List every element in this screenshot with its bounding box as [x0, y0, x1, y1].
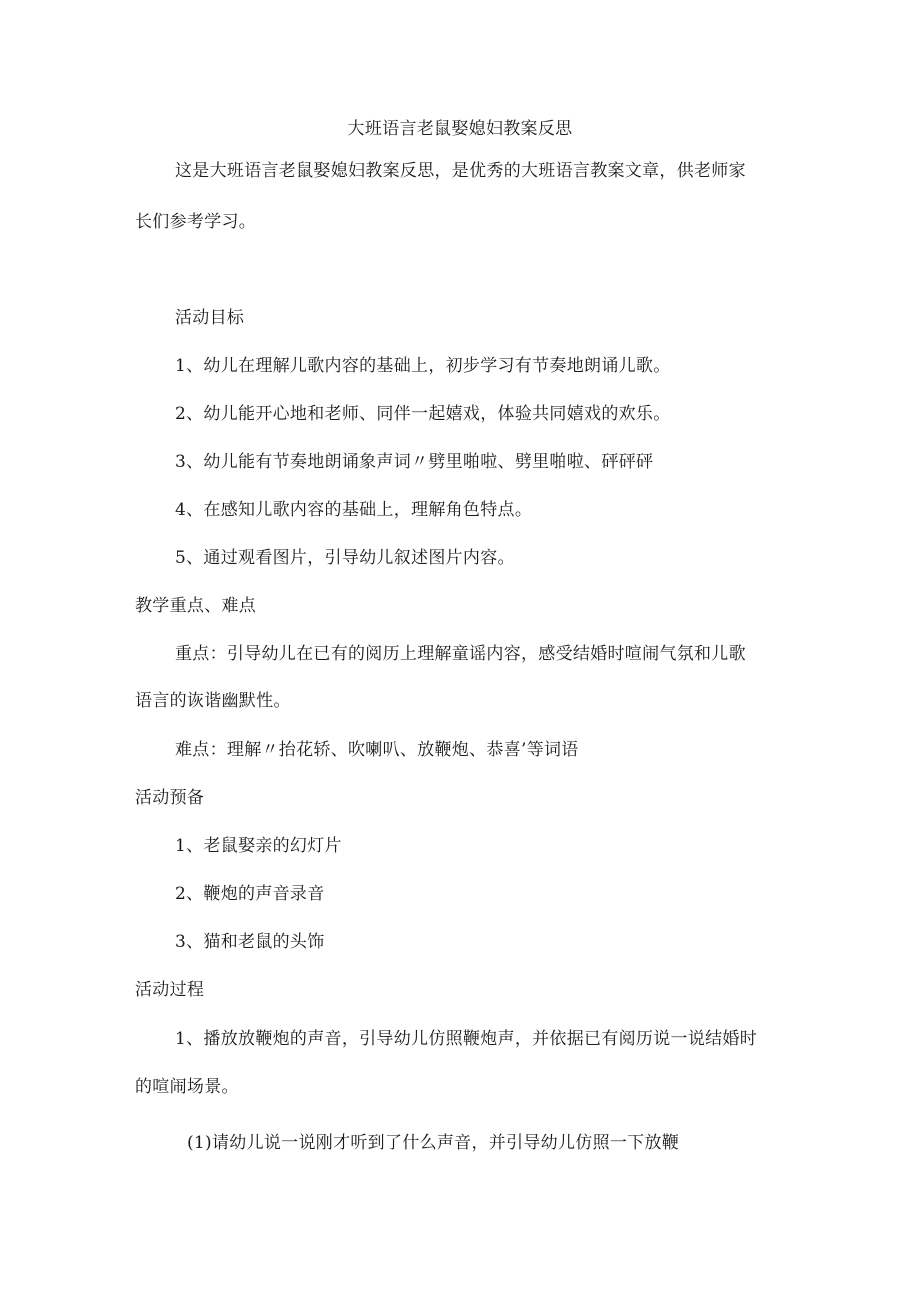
process-step-1-line-1: 1、播放放鞭炮的声音，引导幼儿仿照鞭炮声，并依据已有阅历说一说结婚时	[175, 1029, 758, 1049]
goal-item-1: 1、幼儿在理解儿歌内容的基础上，初步学习有节奏地朗诵儿歌。	[175, 356, 671, 376]
process-step-1-line-2: 的喧闹场景。	[135, 1077, 239, 1097]
document-title: 大班语言老鼠娶媳妇教案反思	[347, 119, 573, 139]
focus-line-1: 重点：引导幼儿在已有的阅历上理解童谣内容，感受结婚时喧闹气氛和儿歌	[175, 644, 746, 664]
goals-heading: 活动目标	[175, 308, 245, 328]
focus-line-2: 语言的诙谐幽默性。	[135, 691, 291, 711]
process-sub-1: (1)请幼儿说一说刚才听到了什么声音，并引导幼儿仿照一下放鞭	[187, 1133, 680, 1153]
preparation-item-2: 2、鞭炮的声音录音	[175, 884, 325, 904]
preparation-heading: 活动预备	[135, 788, 205, 808]
intro-line-2: 长们参考学习。	[135, 212, 257, 232]
goal-item-2: 2、幼儿能开心地和老师、同伴一起嬉戏，体验共同嬉戏的欢乐。	[175, 404, 671, 424]
process-heading: 活动过程	[135, 980, 205, 1000]
difficulty-line: 难点：理解〃抬花轿、吹喇叭、放鞭炮、恭喜’等词语	[175, 740, 579, 760]
preparation-item-3: 3、猫和老鼠的头饰	[175, 932, 325, 952]
preparation-item-1: 1、老鼠娶亲的幻灯片	[175, 836, 342, 856]
goal-item-4: 4、在感知儿歌内容的基础上，理解角色特点。	[175, 500, 533, 520]
intro-line-1: 这是大班语言老鼠娶媳妇教案反思，是优秀的大班语言教案文章，供老师家	[175, 161, 746, 181]
goal-item-5: 5、通过观看图片，引导幼儿叙述图片内容。	[175, 548, 515, 568]
key-points-heading: 教学重点、难点	[135, 596, 257, 616]
goal-item-3: 3、幼儿能有节奏地朗诵象声词〃劈里啪啦、劈里啪啦、砰砰砰	[175, 452, 654, 472]
